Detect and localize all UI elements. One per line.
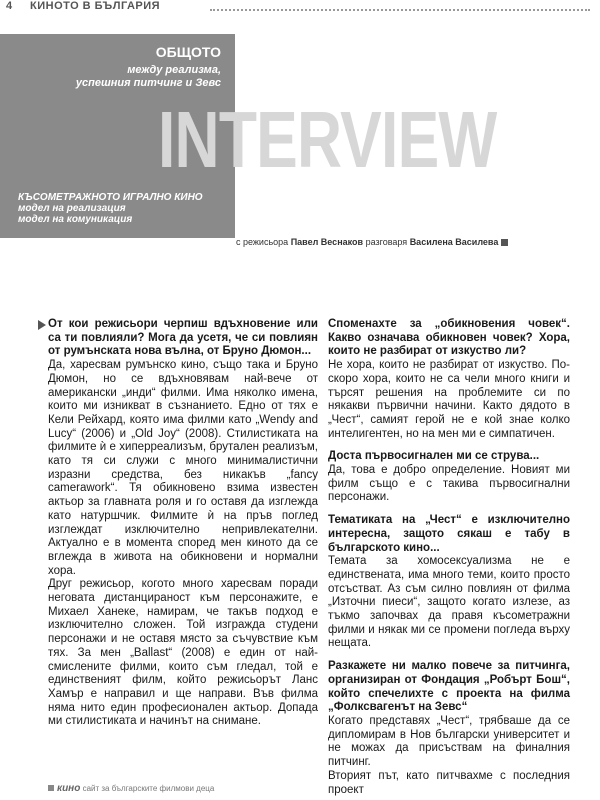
footer-square-icon [48, 785, 54, 791]
running-header [0, 0, 600, 16]
triangle-marker-icon [38, 320, 46, 330]
article-subtitle [21, 64, 221, 90]
article-title: ОБЩОТО [155, 44, 221, 60]
interview-watermark: INTERVIEW [158, 95, 497, 184]
answer-paragraph: Да, харесвам румънско кино, също така и Бруно Дюмон, но се вдъхновявам най-вече от американски „инди“ филми. Има няколко имена, които ми изникват в съзнанието. Едно от тях е Кели Рейхард, която има филми като „Wendy and Lucy“ (2006) и „Old Joy“ (2008). Стилистиката на филмите ѝ е хиперреализъм, брутален реализъм, като тя си служи с много минималистични изразни средства, без никакъв „fancy camerawork“. Тя обикновено взима известен актьор за главната роля и го оставя да изглежда като натуршчик. Филмите ѝ на пръв поглед изглеждат изключително непривлекателни. Актуално е в момента според мен киното да се вглежда в живота на обикновени и нормални хора. [48, 359, 318, 577]
subtitle-line-2: успешния питчинг и Зевс [75, 77, 221, 89]
paragraph-gap [328, 441, 570, 450]
page-number: 4 [6, 0, 13, 12]
subtitle-line-1: между реализма, [127, 64, 221, 76]
answer-paragraph: Вторият път, като питчвахме с последния проект [328, 769, 570, 796]
footer [48, 783, 214, 794]
interviewer-name: Василена Василева [409, 237, 499, 247]
section-title: КИНОТО В БЪЛГАРИЯ [30, 0, 161, 12]
end-square-icon [501, 239, 508, 246]
answer-paragraph: Когато представях „Чест“, трябваше да се дипломирам в Нов български университет и не можах да присъствам на финалния питчинг. [328, 714, 570, 769]
question-paragraph: Доста първосигнален ми се струва... [328, 450, 540, 463]
question-paragraph: Споменахте за „обикновения човек“. Какво означава обикновен човек? Хора, които не разбират от изкуство ли? [328, 318, 570, 358]
question-paragraph: Разкажете ни малко повече за питчинга, организиран от Фондация „Робърт Бош“, който спечелихте с проекта на филма „Фолксвагенът на Зевс“ [328, 660, 570, 714]
footer-brand: кино [57, 783, 81, 794]
header-dotted-rule [210, 9, 590, 11]
answer-paragraph: Да, това е добро определение. Новият ми филм също е с такива първосигнални персонажи. [328, 464, 570, 504]
paragraph-gap [328, 505, 570, 514]
answer-paragraph: Друг режисьор, когото много харесвам поради неговата дистанцираност към персонажите, е Михаел Ханеке, намирам, че такъв подход е изключително сложен. Той изгражда студени персонажи и не оставя място за съчувствие към тях. За мен „Ballast“ (2008) е един от най-смислените филми, които съм гледал, той е единственият филм, който режисьорът Ланс Хамър е направил и ще направи. Във филма няма нито един професионален актьор. Допада ми стилистиката и начинът на снимане. [48, 578, 318, 728]
category-line-3: модел на комуникация [18, 214, 133, 225]
byline-middle: разговаря [365, 237, 408, 247]
paragraph-gap [328, 651, 570, 660]
column-left [48, 318, 318, 729]
column-right [328, 318, 570, 797]
director-name: Павел Веснаков [290, 237, 364, 247]
question-paragraph: Тематиката на „Чест“ е изключително интересна, защото сякаш е табу в българското кино... [328, 514, 570, 554]
category-line-2: модел на реализация [18, 203, 126, 214]
byline [236, 237, 508, 247]
question-paragraph: От кои режисьори черпиш вдъхновение или са ти повлияли? Мога да усетя, че си повлиян от румънската нова вълна, от Бруно Дюмон... [48, 318, 318, 358]
footer-tagline: сайт за българските филмови деца [82, 784, 215, 793]
answer-paragraph: Темата за хомосексуализма не е единствената, има много теми, които просто отсъстват. Аз съм силно повлиян от филма „Източни пиеси“, защото когато излезе, аз тъкмо започвах да правя късометражни филми и някак ми се промени погледа върху нещата. [328, 555, 570, 650]
byline-prefix: с режисьора [236, 237, 289, 247]
category-line-1: КЪСОМЕТРАЖНОТО ИГРАЛНО КИНО [18, 192, 203, 203]
answer-paragraph: Не хора, които не разбират от изкуство. По-скоро хора, които не са чели много книги и търсят решения на проблемите си по някакви първични начини. Както дядото в „Чест“, самият герой не е кой знае колко интелигентен, но на мен ми е симпатичен. [328, 359, 570, 440]
category-block [18, 192, 218, 225]
